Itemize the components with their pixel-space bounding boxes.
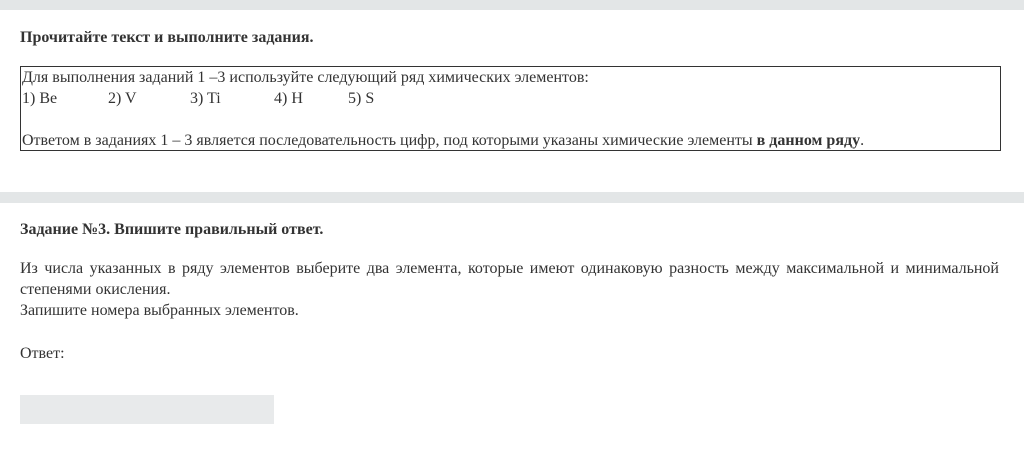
- answer-rule-end: .: [860, 132, 865, 149]
- answer-rule-text: Ответом в заданиях 1 – 3 является последовательность цифр, под которыми указаны химические элементы: [22, 132, 757, 149]
- element-item: 1) Be: [22, 90, 58, 107]
- answer-label: Ответ:: [20, 345, 65, 362]
- task-question: Из числа указанных в ряду элементов выберите два элемента, которые имеют одинаковую разность между максимальной и минимальной степенями окисления.: [20, 260, 999, 298]
- top-separator: [0, 0, 1024, 10]
- answer-input[interactable]: [20, 395, 274, 424]
- answer-rule-emphasis: в данном ряду: [756, 132, 861, 149]
- element-item: 5) S: [348, 90, 375, 107]
- elements-info-box: [20, 66, 1001, 151]
- elements-row: [22, 88, 1000, 109]
- answer-rule: [22, 130, 1000, 151]
- info-intro: Для выполнения заданий 1 –3 используйте следующий ряд химических элементов:: [22, 69, 589, 86]
- element-item: 3) Ti: [190, 90, 221, 107]
- section-separator: [0, 192, 1024, 203]
- element-item: 4) H: [274, 90, 303, 107]
- spacer: [22, 109, 1000, 130]
- element-item: 2) V: [108, 90, 137, 107]
- task-instruction: Запишите номера выбранных элементов.: [20, 302, 299, 319]
- task-title: Задание №3. Впишите правильный ответ.: [20, 221, 324, 238]
- instruction-heading: Прочитайте текст и выполните задания.: [20, 29, 314, 46]
- task-body: [20, 258, 999, 321]
